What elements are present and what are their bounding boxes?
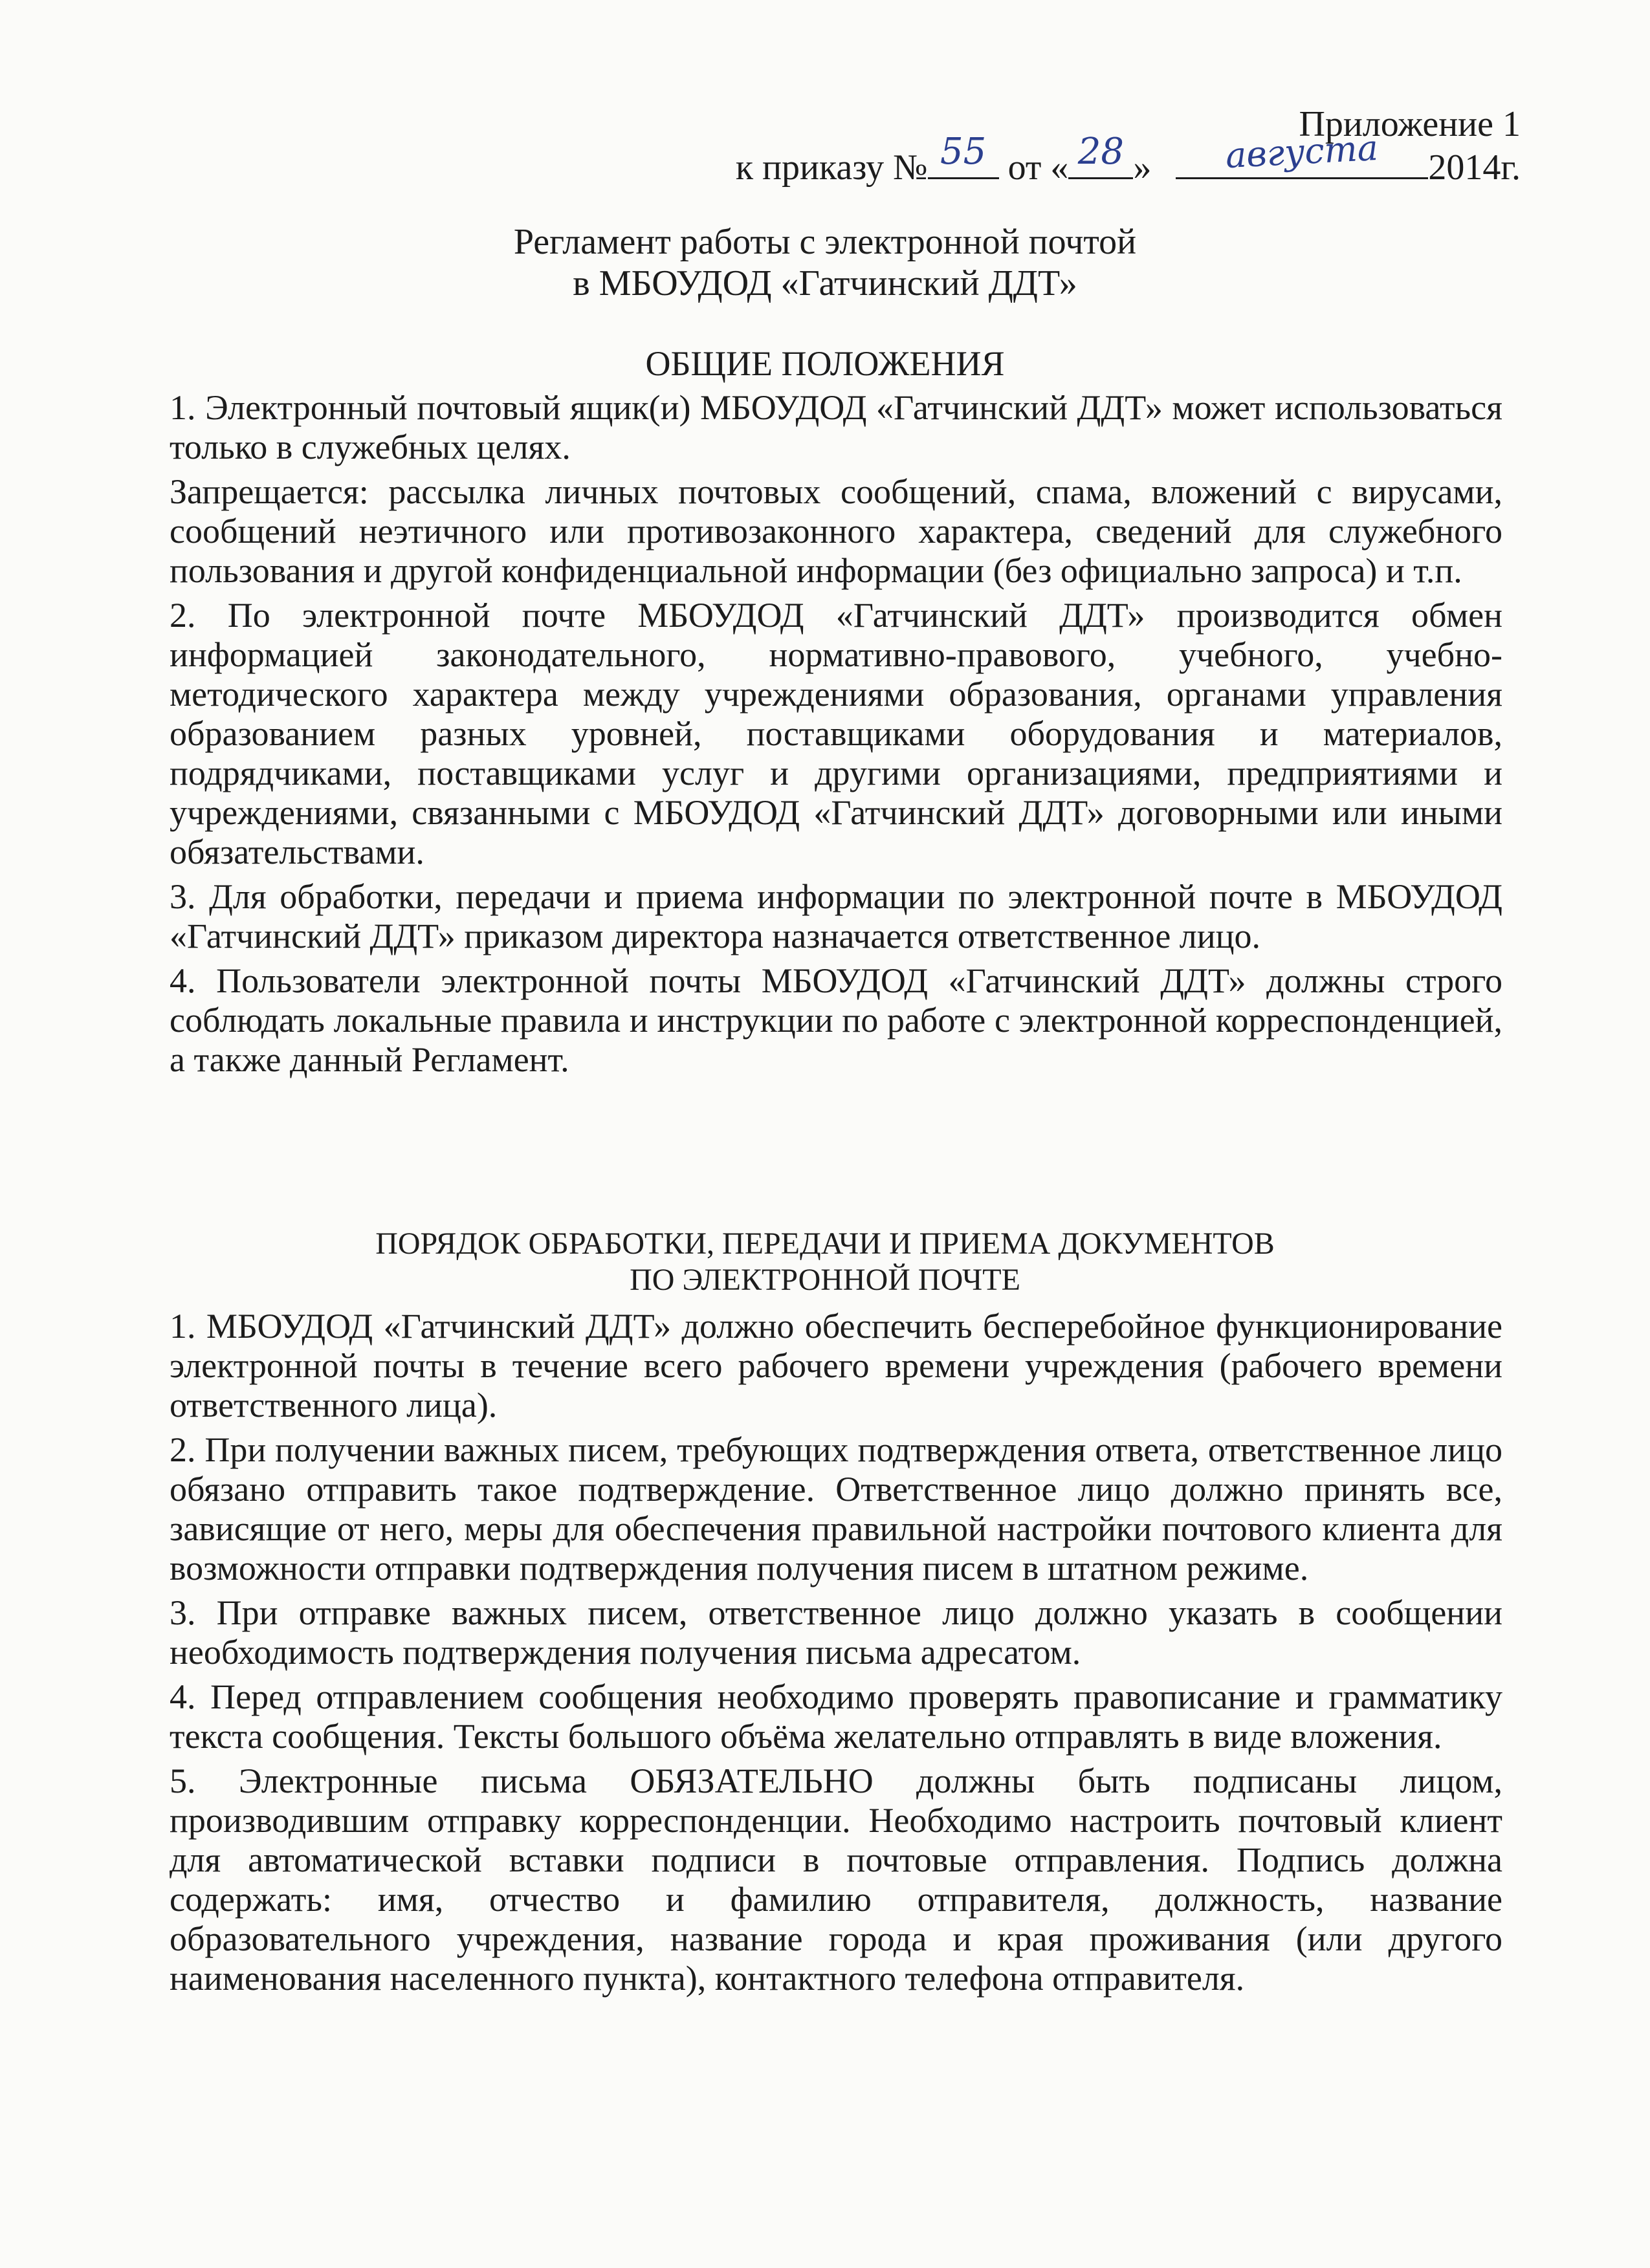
section-2-item-4: 4. Перед отправлением сообщения необходимо проверять правописание и грамматику текста сообщения. Тексты большого объёма желательно отправлять в виде вложения. bbox=[170, 1677, 1502, 1756]
section-1-item-3: 3. Для обработки, передачи и приема информации по электронной почте в МБОУДОД «Гатчинский ДДТ» приказом директора назначается ответственное лицо. bbox=[170, 877, 1502, 955]
order-from: от « bbox=[1007, 147, 1069, 188]
section-1-item-2: 2. По электронной почте МБОУДОД «Гатчинский ДДТ» производится обмен информацией законодательного, нормативно-правового, учебного, учебно-методического характера между учреждениями образования, органами управления образованием разных уровней, поставщиками оборудования и материалов, подрядчиками, поставщиками услуг и другими организациями, предприятиями и учреждениями, связанными с МБОУДОД «Гатчинский ДДТ» договорными или иными обязательствами. bbox=[170, 596, 1502, 871]
section-1-body bbox=[170, 388, 1502, 1085]
order-day-handwritten: 28 bbox=[1077, 131, 1124, 173]
section-2-item-3: 3. При отправке важных писем, ответственное лицо должно указать в сообщении необходимость подтверждения получения письма адресатом. bbox=[170, 1593, 1502, 1672]
document-title bbox=[0, 221, 1650, 304]
order-number-handwritten: 55 bbox=[940, 131, 987, 173]
section-1-heading: ОБЩИЕ ПОЛОЖЕНИЯ bbox=[645, 344, 1005, 383]
order-number-field bbox=[928, 131, 999, 179]
order-month-handwritten: августа bbox=[1224, 127, 1380, 177]
section-1-prohibition: Запрещается: рассылка личных почтовых сообщений, спама, вложений с вирусами, сообщений неэтичного или противозаконного характера, сведений для служебного пользования и другой конфиденциальной информации (без официально запроса) и т.п. bbox=[170, 472, 1502, 590]
order-month-field bbox=[1176, 127, 1428, 179]
order-year: 2014г. bbox=[1428, 147, 1521, 188]
section-2-heading bbox=[0, 1226, 1650, 1298]
order-close-quote: » bbox=[1133, 147, 1152, 188]
annex-label: Приложение 1 bbox=[1299, 104, 1521, 144]
section-2-heading-line-1: ПОРЯДОК ОБРАБОТКИ, ПЕРЕДАЧИ И ПРИЕМА ДОКУМЕНТОВ bbox=[375, 1227, 1275, 1261]
section-2-body bbox=[170, 1307, 1502, 2003]
section-2-heading-line-2: ПО ЭЛЕКТРОННОЙ ПОЧТЕ bbox=[630, 1263, 1020, 1297]
order-day-field bbox=[1068, 131, 1133, 179]
order-prefix: к приказу № bbox=[735, 147, 928, 188]
title-line-1: Регламент работы с электронной почтой bbox=[513, 222, 1137, 262]
section-2-item-2: 2. При получении важных писем, требующих подтверждения ответа, ответственное лицо обязано отправить такое подтверждение. Ответственное лицо должно принять все, зависящие от него, меры для обеспечения правильной настройки почтового клиента для возможности отправки подтверждения получения писем в штатном режиме. bbox=[170, 1430, 1502, 1587]
section-1-item-4: 4. Пользователи электронной почты МБОУДОД «Гатчинский ДДТ» должны строго соблюдать локальные правила и инструкции по работе с электронной корреспонденцией, а также данный Регламент. bbox=[170, 961, 1502, 1079]
section-2-item-1: 1. МБОУДОД «Гатчинский ДДТ» должно обеспечить бесперебойное функционирование электронной почты в течение всего рабочего времени учреждения (рабочего времени ответственного лица). bbox=[170, 1307, 1502, 1424]
order-reference bbox=[735, 127, 1521, 190]
section-2-item-5: 5. Электронные письма ОБЯЗАТЕЛЬНО должны быть подписаны лицом, производившим отправку корреспонденции. Необходимо настроить почтовый клиент для автоматической вставки подписи в почтовые отправления. Подпись должна содержать: имя, отчество и фамилию отправителя, должность, название образовательного учреждения, название города и края проживания (или другого наименования населенного пункта), контактного телефона отправителя. bbox=[170, 1761, 1502, 1998]
section-1-item-1: 1. Электронный почтовый ящик(и) МБОУДОД «Гатчинский ДДТ» может использоваться только в служебных целях. bbox=[170, 388, 1502, 466]
title-line-2: в МБОУДОД «Гатчинский ДДТ» bbox=[573, 263, 1077, 303]
